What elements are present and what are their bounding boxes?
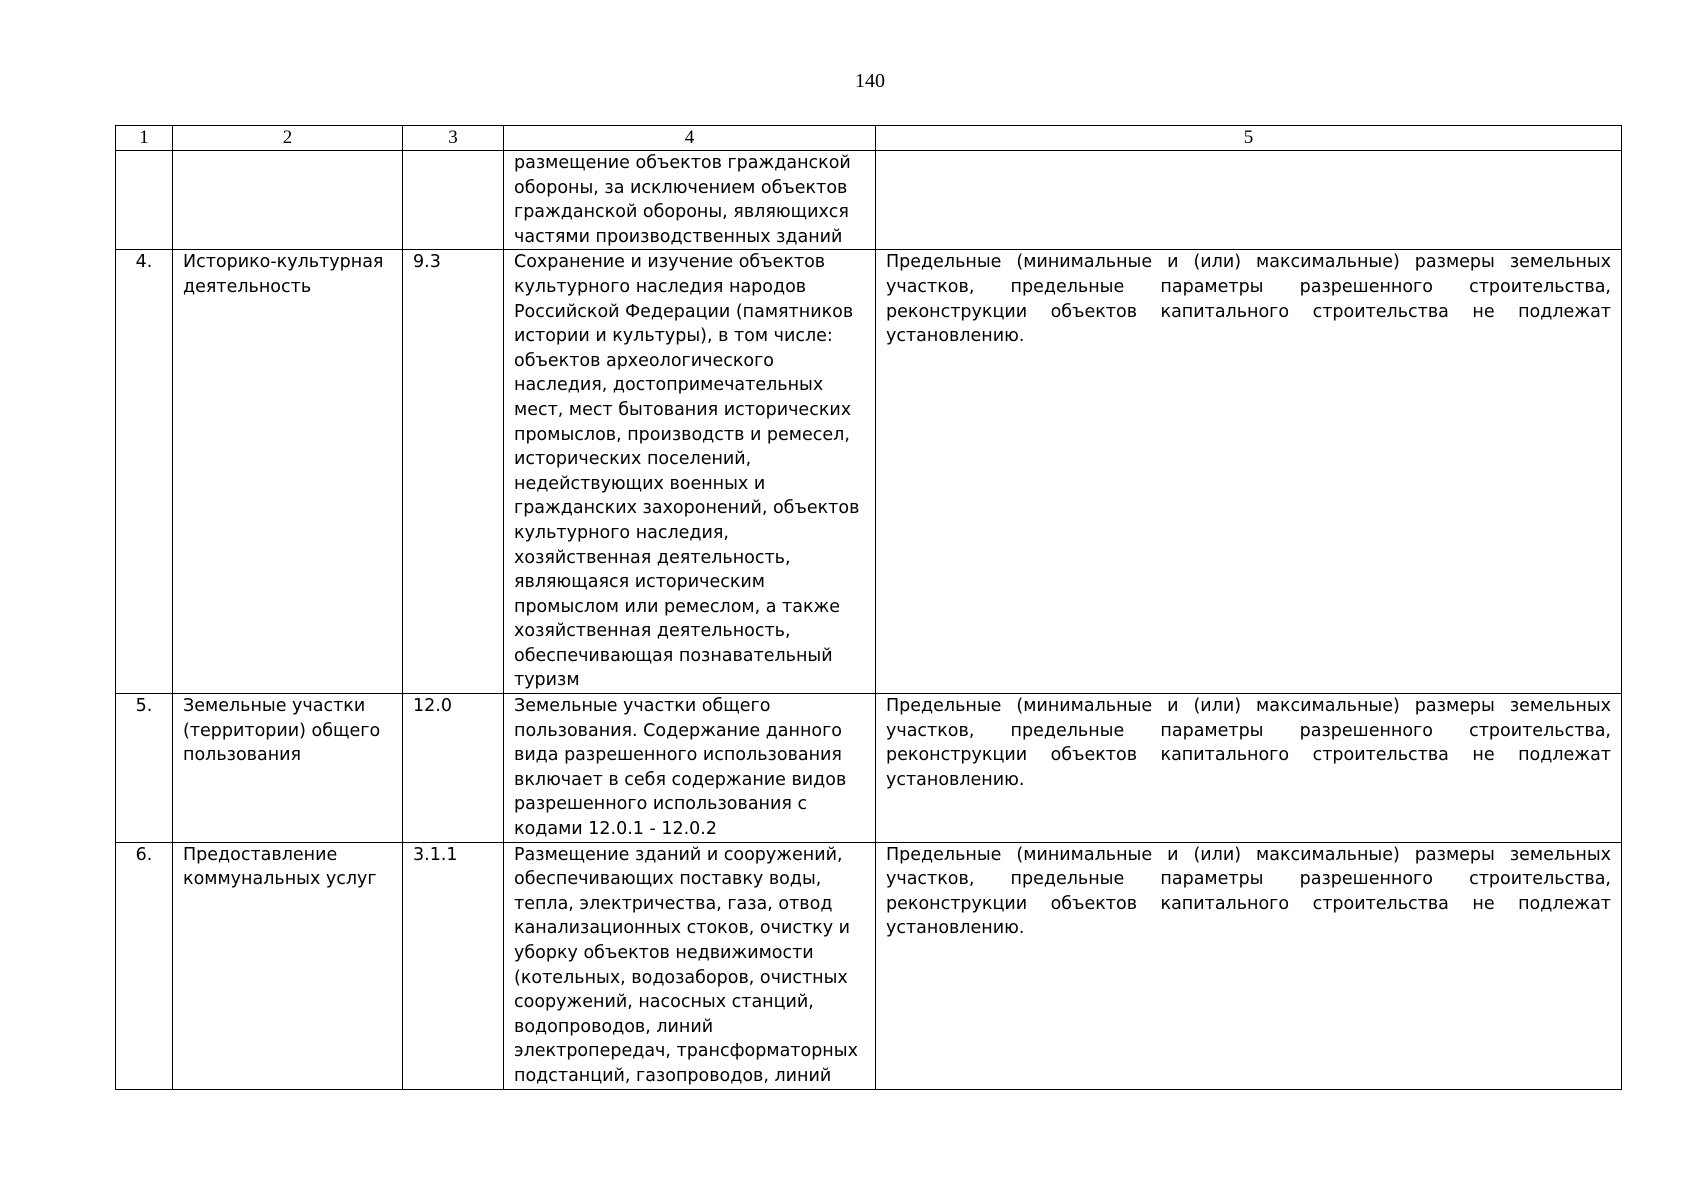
- use-type-limits: Предельные (минимальные и (или) максимальные) размеры земельных участков, предельные параметры разрешенного строительства, реконструкции объектов капитального строительства не подлежат установлению.: [876, 694, 1622, 843]
- use-type-name: Земельные участки (территории) общего пользования: [173, 694, 403, 843]
- column-header-4: 4: [504, 126, 876, 151]
- row-number: [116, 151, 173, 250]
- column-header-1: 1: [116, 126, 173, 151]
- use-type-limits: Предельные (минимальные и (или) максимальные) размеры земельных участков, предельные параметры разрешенного строительства, реконструкции объектов капитального строительства не подлежат установлению.: [876, 842, 1622, 1089]
- use-type-code: 9.3: [403, 250, 504, 694]
- table-row: [116, 694, 1622, 843]
- page-number: 140: [855, 70, 885, 92]
- row-number: 6.: [116, 842, 173, 1089]
- column-header-5: 5: [876, 126, 1622, 151]
- column-header-2: 2: [173, 126, 403, 151]
- use-type-description: размещение объектов гражданской обороны, за исключением объектов гражданской обороны, являющихся частями производственных зданий: [504, 151, 876, 250]
- use-type-limits: [876, 151, 1622, 250]
- table-row: [116, 250, 1622, 694]
- table-row: [116, 842, 1622, 1089]
- use-type-limits: Предельные (минимальные и (или) максимальные) размеры земельных участков, предельные параметры разрешенного строительства, реконструкции объектов капитального строительства не подлежат установлению.: [876, 250, 1622, 694]
- table-header-row: [116, 126, 1622, 151]
- use-type-description: Сохранение и изучение объектов культурного наследия народов Российской Федерации (памятников истории и культуры), в том числе: объектов археологического наследия, достопримечательных мест, мест бытования исторических промыслов, производств и ремесел, исторических поселений, недействующих военных и гражданских захоронений, объектов культурного наследия, хозяйственная деятельность, являющаяся историческим промыслом или ремеслом, а также хозяйственная деятельность, обеспечивающая познавательный туризм: [504, 250, 876, 694]
- use-type-code: 3.1.1: [403, 842, 504, 1089]
- use-type-name: Историко-культурная деятельность: [173, 250, 403, 694]
- row-number: 4.: [116, 250, 173, 694]
- land-use-table: [115, 125, 1622, 1090]
- use-type-description: Земельные участки общего пользования. Содержание данного вида разрешенного использования включает в себя содержание видов разрешенного использования с кодами 12.0.1 - 12.0.2: [504, 694, 876, 843]
- use-type-code: [403, 151, 504, 250]
- use-type-name: [173, 151, 403, 250]
- column-header-3: 3: [403, 126, 504, 151]
- use-type-description: Размещение зданий и сооружений, обеспечивающих поставку воды, тепла, электричества, газа, отвод канализационных стоков, очистку и уборку объектов недвижимости (котельных, водозаборов, очистных сооружений, насосных станций, водопроводов, линий электропередач, трансформаторных подстанций, газопроводов, линий: [504, 842, 876, 1089]
- use-type-name: Предоставление коммунальных услуг: [173, 842, 403, 1089]
- use-type-code: 12.0: [403, 694, 504, 843]
- table-row: [116, 151, 1622, 250]
- row-number: 5.: [116, 694, 173, 843]
